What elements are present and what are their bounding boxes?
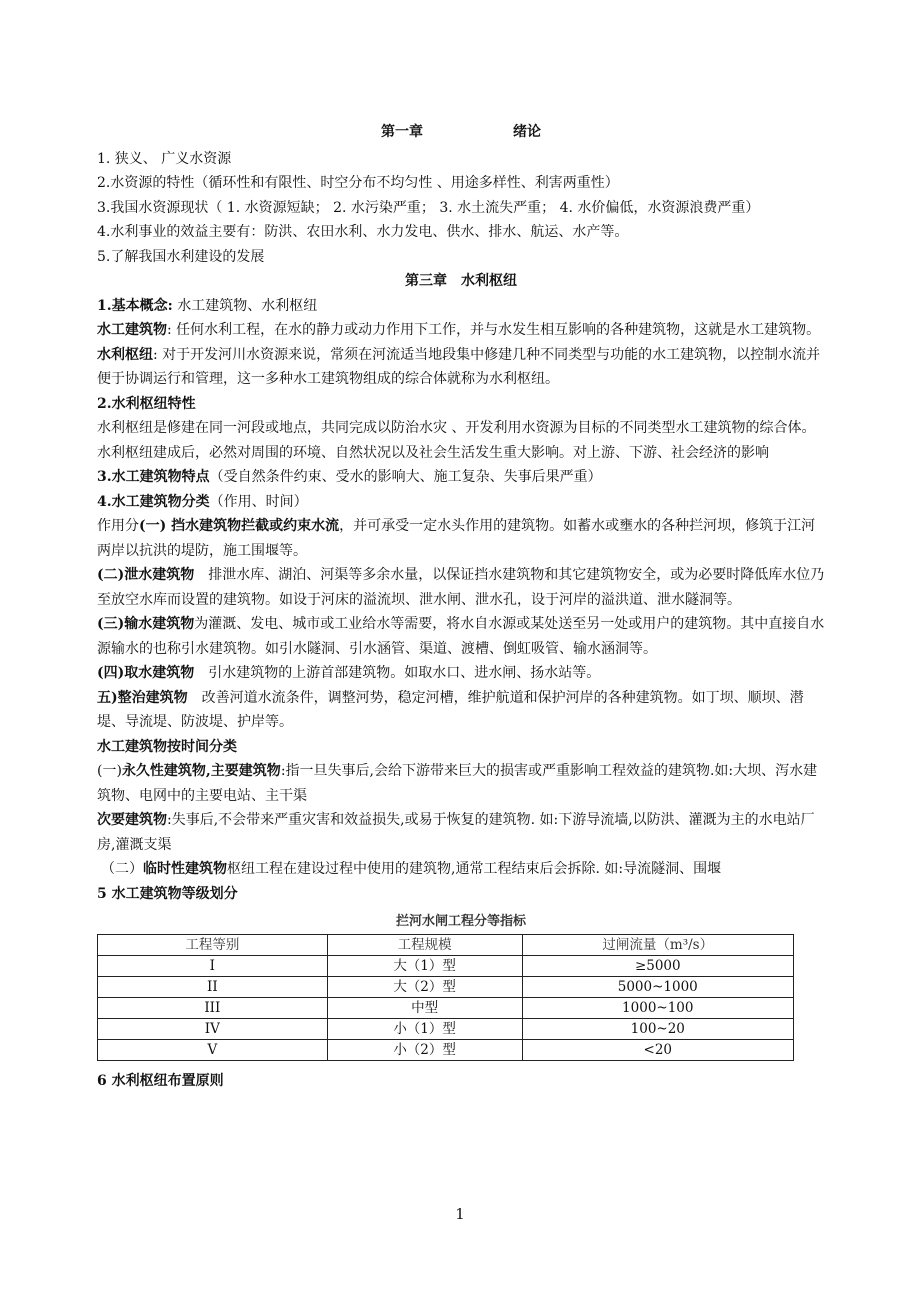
time-class-secondary — [97, 808, 825, 857]
section4-classification — [97, 490, 825, 515]
table-header-cell: 工程规模 — [327, 935, 522, 956]
section6-heading: 6 水利枢纽布置原则 — [97, 1073, 224, 1089]
definition-hydraulic-structure — [97, 318, 825, 343]
term-hydraulic-structure: 水工建筑物 — [97, 322, 167, 338]
section3-heading: 3.水工建筑物特点 — [97, 469, 210, 485]
table-cell: 中型 — [327, 998, 522, 1019]
section1-text: 水工建筑物、水利枢纽 — [172, 297, 318, 314]
section3-text: （受自然条件约束、受水的影响大、施工复杂、失事后果严重） — [209, 469, 602, 485]
table-cell: 5000~1000 — [522, 977, 793, 998]
section2-heading: 2.水利枢纽特性 — [97, 395, 196, 412]
chapter3-number: 第三章 — [405, 273, 447, 289]
chapter1-item: 2.水资源的特性（循环性和有限性、时空分布不均匀性 、用途多样性、利害两重性） — [97, 175, 619, 191]
class-text: 改善河道水流条件，调整河势，稳定河槽，维护航道和保护河岸的各种建筑物。如丁坝、顺坝、潜堤、导流堤、防波堤、护岸等。 — [97, 689, 804, 730]
class-conveyance — [97, 612, 825, 661]
table-cell: V — [98, 1040, 328, 1061]
time-class-term: 临时性建筑物 — [143, 861, 227, 877]
chapter1-item: 3.我国水资源现状（ 1. 水资源短缺； 2. 水污染严重； 3. 水土流失严重； 4. 水价偏低，水资源浪费严重） — [97, 199, 760, 216]
table-header-cell: 过闸流量（m³/s） — [522, 935, 793, 956]
table-header-cell: 工程等别 — [98, 935, 328, 956]
class-term: (三)输水建筑物 — [97, 616, 195, 632]
definition-hub — [97, 343, 825, 392]
class-text: 排泄水库、湖泊、河渠等多余水量，以保证挡水建筑物和其它建筑物安全，或为必要时降低库水位乃至放空水库而设置的建筑物。如设于河床的溢流坝、泄水闸、泄水孔，设于河岸的溢洪道、泄水隧洞等。 — [97, 567, 825, 608]
class-term: (一) 挡水建筑物拦截或约束水流 — [139, 518, 340, 534]
chapter3-title: 水利枢纽 — [461, 273, 517, 289]
table-header-row — [98, 935, 794, 956]
class-text: 引水建筑物的上游首部建筑物。如取水口、进水闸、扬水站等。 — [194, 665, 601, 681]
document-body — [97, 118, 825, 1094]
class-retaining — [97, 514, 825, 563]
section1-heading: 1.基本概念: — [97, 297, 173, 314]
table-cell: 小（1）型 — [327, 1019, 522, 1040]
table-cell: 小（2）型 — [327, 1040, 522, 1061]
section4-text: （作用、时间） — [209, 493, 308, 510]
section3-features — [97, 465, 825, 490]
table-row — [98, 1040, 794, 1061]
time-class-prefix: （二） — [101, 861, 143, 877]
class-text: 为灌溉、发电、城市或工业给水等需要，将水自水源或某处送至另一处或用户的建筑物。其中直接自水源输水的也称引水建筑物。如引水隧洞、引水涵管、渠道、渡槽、倒虹吸管、输水涵洞等。 — [97, 616, 825, 657]
chapter1-item: 1. 狭义、 广义水资源 — [97, 150, 232, 167]
time-class-text: :指一旦失事后,会给下游带来巨大的损害或严重影响工程效益的建筑物.如:大坝、泻水建筑物、电网中的主要电站、主干渠 — [97, 763, 818, 804]
table-row — [98, 998, 794, 1019]
chapter1-item: 4.水利事业的效益主要有：防洪、农田水利、水力发电、供水、排水、航运、水产等。 — [97, 224, 629, 240]
table-cell: <20 — [522, 1040, 793, 1061]
section1-basic-concepts — [97, 294, 825, 319]
class-regulation — [97, 686, 825, 735]
grade-table — [97, 934, 794, 1061]
chapter1-heading — [97, 120, 825, 145]
time-class-permanent — [97, 759, 825, 808]
time-classification-heading: 水工建筑物按时间分类 — [97, 738, 237, 755]
table-cell: 大（2）型 — [327, 977, 522, 998]
chapter1-number: 第一章 — [381, 124, 423, 140]
time-class-temporary — [97, 857, 825, 882]
table-cell: 100~20 — [522, 1019, 793, 1040]
table-row — [98, 956, 794, 977]
definition-text: : 任何水利工程，在水的静力或动力作用下工作，并与水发生相互影响的各种建筑物，这就是水工建筑物。 — [167, 322, 821, 338]
class-term: 五)整治建筑物 — [97, 689, 188, 706]
table-title: 拦河水闸工程分等指标 — [395, 914, 526, 929]
chapter3-heading — [97, 269, 825, 294]
class-intake — [97, 661, 825, 686]
term-hub: 水利枢纽 — [97, 346, 153, 363]
class-term: (四)取水建筑物 — [97, 665, 195, 681]
class-discharge — [97, 563, 825, 612]
definition-text: : 对于开发河川水资源来说，常须在河流适当地段集中修建几种不同类型与功能的水工建筑物，以控制水流并便于协调运行和管理，这一多种水工建筑物组成的综合体就称为水利枢纽。 — [97, 346, 821, 387]
section2-text: 水利枢纽是修建在同一河段或地点，共同完成以防治水灾 、开发利用水资源为目标的不同类型水工建筑物的综合体。 水利枢纽建成后，必然对周围的环境、自然状况以及社会生活发生重大影响。对上游、下游、社会经济的影响 — [97, 420, 816, 461]
table-cell: 1000~100 — [522, 998, 793, 1019]
chapter1-title: 绪论 — [513, 124, 541, 140]
table-cell: IV — [98, 1019, 328, 1040]
table-row — [98, 1019, 794, 1040]
time-class-prefix: (一) — [97, 763, 122, 779]
time-class-text: 枢纽工程在建设过程中使用的建筑物,通常工程结束后会拆除. 如:导流隧洞、围堰 — [227, 861, 722, 877]
time-class-term: 永久性建筑物,主要建筑物 — [121, 763, 281, 779]
section4-heading: 4.水工建筑物分类 — [97, 493, 210, 510]
class-term: (二)泄水建筑物 — [97, 567, 195, 583]
table-cell: 大（1）型 — [327, 956, 522, 977]
chapter1-item: 5.了解我国水利建设的发展 — [97, 248, 265, 265]
table-row — [98, 977, 794, 998]
class-prefix: 作用分 — [97, 518, 139, 534]
table-cell: III — [98, 998, 328, 1019]
table-cell: I — [98, 956, 328, 977]
class-text: ，并可承受一定水头作用的建筑物。如蓄水或壅水的各种拦河坝，修筑于江河两岸以抗洪的堤防，施工围堰等。 — [97, 518, 816, 559]
table-cell: ≥5000 — [522, 956, 793, 977]
page-number: 1 — [455, 1205, 465, 1223]
time-class-term: 次要建筑物 — [97, 812, 167, 828]
time-class-text: :失事后,不会带来严重灾害和效益损失,或易于恢复的建筑物. 如:下游导流墙,以防洪、灌溉为主的水电站厂房,灌溉支渠 — [97, 812, 815, 853]
table-cell: II — [98, 977, 328, 998]
section5-heading: 5 水工建筑物等级划分 — [97, 885, 238, 902]
